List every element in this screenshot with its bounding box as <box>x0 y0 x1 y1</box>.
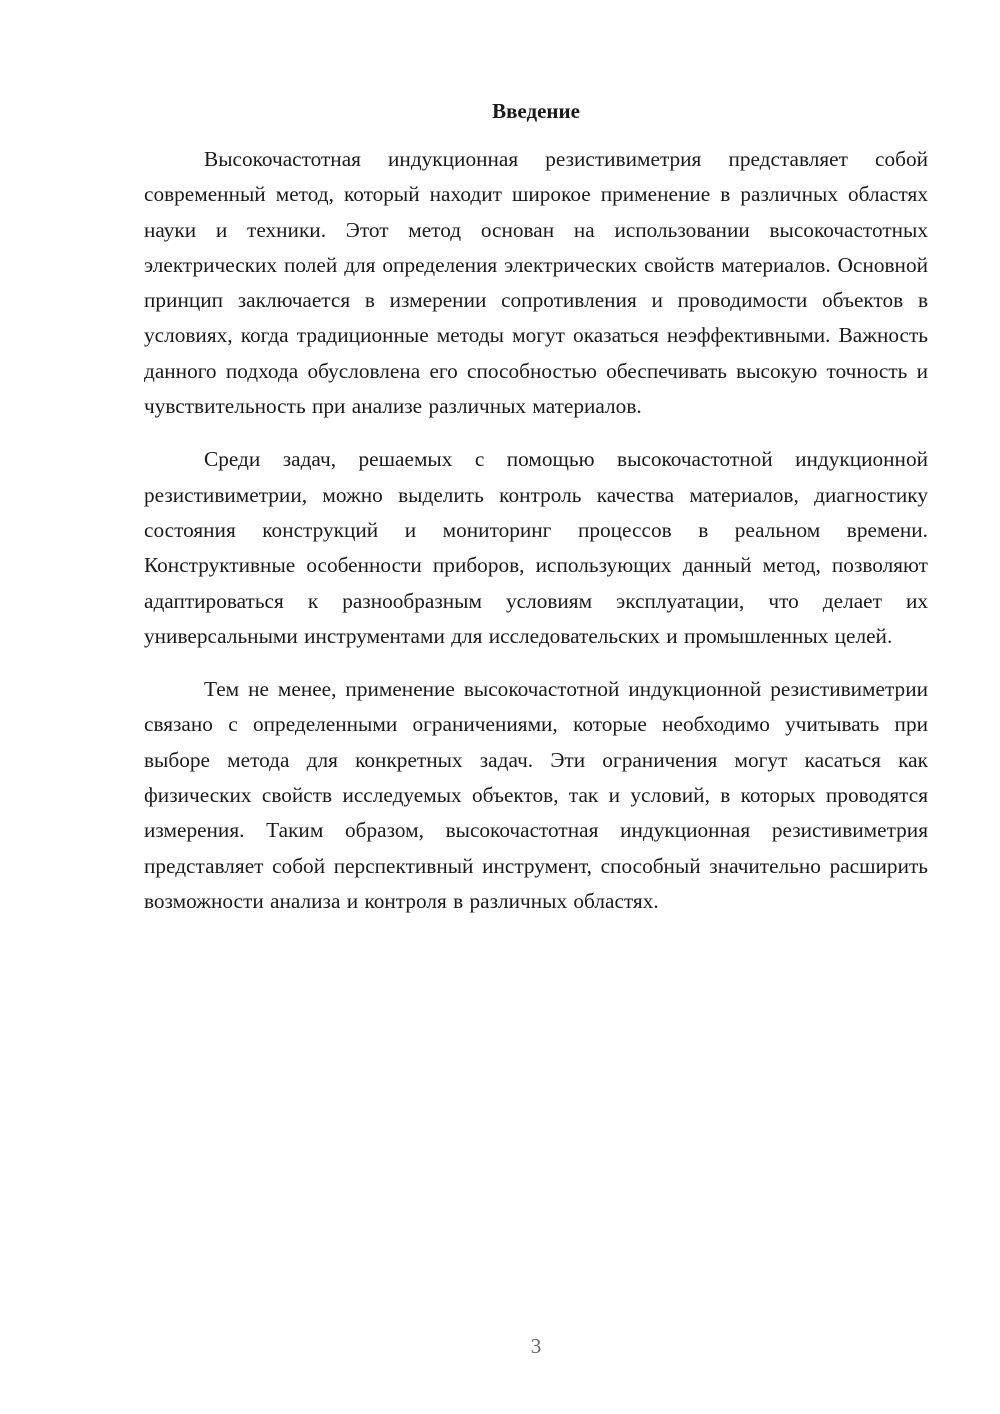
page-number: 3 <box>530 1334 542 1358</box>
section-heading: Введение <box>492 99 580 123</box>
paragraph-1: Высокочастотная индукционная резистивиметрия представляет собой современный метод, который находит широкое применение в различных областях науки и техники. Этот метод основан на использовании высокочастотных электрических полей для определения электрических свойств материалов. Основной принцип заключается в измерении сопротивления и проводимости объектов в условиях, когда традиционные методы могут оказаться неэффективными. Важность данного подхода обусловлена его способностью обеспечивать высокую точность и чувствительность при анализе различных материалов. <box>144 147 928 419</box>
paragraph-2: Среди задач, решаемых с помощью высокочастотной индукционной резистивиметрии, можно выделить контроль качества материалов, диагностику состояния конструкций и мониторинг процессов в реальном времени. Конструктивные особенности приборов, использующих данный метод, позволяют адаптироваться к разнообразным условиям эксплуатации, что делает их универсальными инструментами для исследовательских и промышленных целей. <box>144 447 928 648</box>
paragraph-3: Тем не менее, применение высокочастотной индукционной резистивиметрии связано с определенными ограничениями, которые необходимо учитывать при выборе метода для конкретных задач. Эти ограничения могут касаться как физических свойств исследуемых объектов, так и условий, в которых проводятся измерения. Таким образом, высокочастотная индукционная резистивиметрия представляет собой перспективный инструмент, способный значительно расширить возможности анализа и контроля в различных областях. <box>144 677 928 913</box>
document-body <box>144 142 928 937</box>
